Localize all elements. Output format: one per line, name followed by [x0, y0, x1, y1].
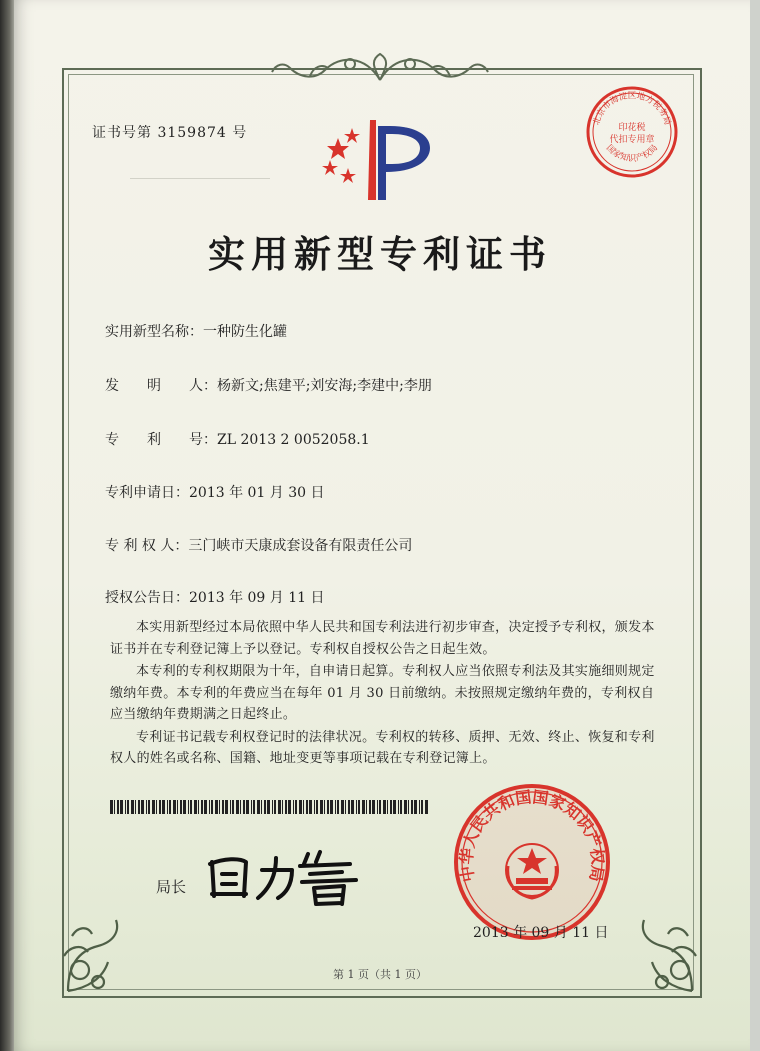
field-value: 三门峡市天康成套设备有限责任公司 — [188, 538, 413, 554]
director-label: 局长 — [156, 878, 187, 896]
field-utility-model-name — [105, 321, 287, 341]
director-signature-icon — [200, 840, 370, 910]
field-value: ZL 2013 2 0052058.1 — [217, 432, 370, 448]
tax-seal-bottom-text: 国家知识产权局 — [603, 143, 661, 164]
seal-date: 2013 年 09 月 11 日 — [473, 925, 609, 941]
field-label: 实用新型名称： — [105, 324, 203, 340]
tax-seal-inner-line-1: 印花税 — [618, 123, 646, 133]
tax-seal-icon — [584, 84, 680, 180]
body-paragraph-3: 专利证书记载专利权登记时的法律状况。专利权的转移、质押、无效、终止、恢复和专利权人的姓名或名称、国籍、地址变更等事项记载在专利登记簿上。 — [110, 729, 655, 766]
certificate-number — [92, 122, 247, 142]
field-value: 杨新文;焦建平;刘安海;李建中;李朋 — [217, 378, 432, 394]
faint-background-line — [130, 178, 270, 179]
field-inventor — [105, 375, 432, 395]
field-label: 专利申请日： — [105, 485, 189, 501]
body-paragraph-1: 本实用新型经过本局依照中华人民共和国专利法进行初步审查，决定授予专利权，颁发本证书并在专利登记簿上予以登记。专利权自授权公告之日起生效。 — [110, 620, 655, 657]
page-number: 第 1 页（共 1 页） — [333, 968, 427, 981]
tax-seal-inner-line-2: 代扣专用章 — [609, 135, 655, 145]
body-paragraph-2: 本专利的专利权期限为十年，自申请日起算。专利权人应当依照专利法及其实施细则规定缴纳年费。本专利的年费应当在每年 01 月 30 日前缴纳。未按照规定缴纳年费的，专利权自应当缴纳年费期满之日起终止。 — [110, 664, 655, 722]
certificate-body-text — [110, 617, 655, 771]
svg-text:国家知识产权局 — [604, 143, 660, 164]
national-seal-arc-text: 中华人民共和国国家知识产权局 — [456, 787, 608, 884]
field-value: 一种防生化罐 — [203, 324, 287, 340]
field-label: 专 利 号： — [105, 432, 217, 448]
tax-seal-arc-text: 北京市海淀区地方税务局 — [591, 91, 673, 127]
top-ornament-icon — [270, 50, 490, 86]
certificate-number-label: 证书号第 — [92, 125, 152, 141]
certificate-number-suffix: 号 — [232, 125, 248, 141]
field-label: 发 明 人： — [105, 378, 217, 394]
svg-text:北京市海淀区地方税务局 — [591, 90, 673, 126]
field-patentee — [105, 535, 412, 555]
field-grant-date — [105, 587, 325, 607]
patent-office-logo-icon — [318, 116, 438, 206]
field-value: 2013 年 09 月 11 日 — [189, 590, 325, 606]
national-ip-office-seal-icon — [452, 782, 612, 942]
field-patent-number — [105, 429, 370, 449]
field-value: 2013 年 01 月 30 日 — [189, 485, 325, 501]
certificate-title: 实用新型专利证书 — [208, 232, 552, 276]
field-label: 专 利 权 人： — [105, 538, 189, 554]
field-filing-date — [105, 482, 325, 502]
barcode-icon — [110, 800, 430, 814]
certificate-number-value: 3159874 — [157, 125, 227, 141]
field-label: 授权公告日： — [105, 590, 189, 606]
